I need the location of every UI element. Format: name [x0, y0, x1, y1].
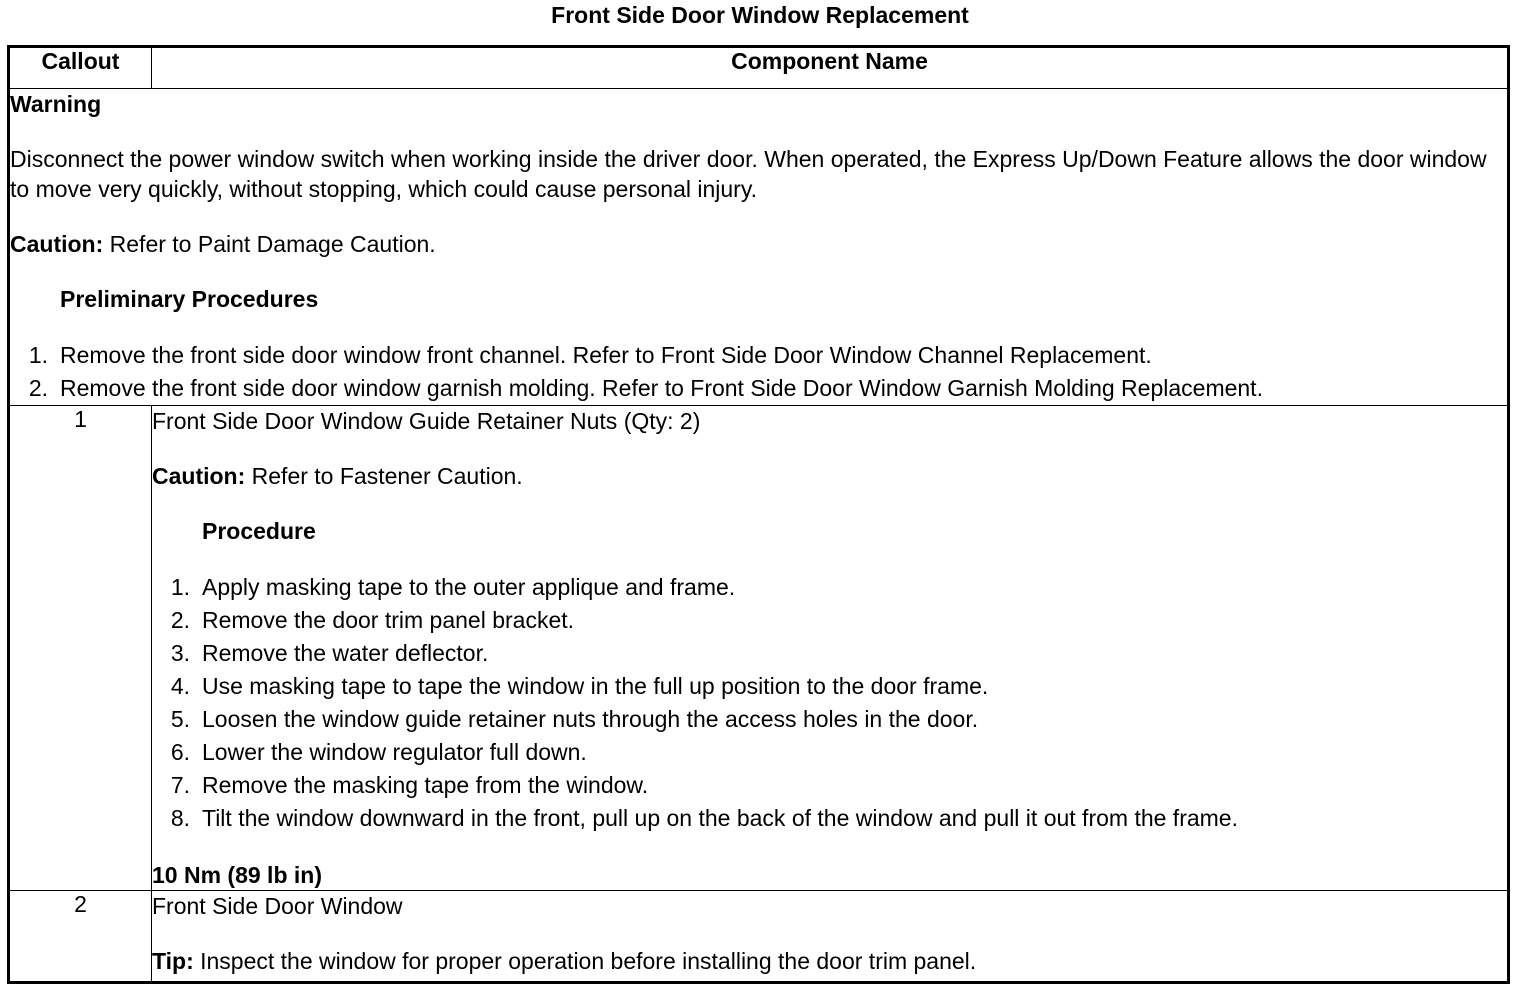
step-text: Apply masking tape to the outer applique and frame. [202, 574, 736, 600]
list-item [152, 703, 1507, 736]
tip-text: Inspect the window for proper operation before installing the door trim panel. [193, 948, 977, 974]
preliminary-steps [10, 339, 1507, 405]
list-item [10, 372, 1507, 405]
list-item [152, 604, 1507, 637]
component-cell [152, 891, 1509, 983]
table-header-row [9, 47, 1509, 89]
step-text: Use masking tape to tape the window in the full up position to the door frame. [202, 673, 989, 699]
procedure-heading: Procedure [202, 518, 316, 544]
step-text: Tilt the window downward in the front, pull up on the back of the window and pull it out from the frame. [202, 805, 1238, 831]
step-text: Remove the masking tape from the window. [202, 772, 649, 798]
tip-label: Tip: [152, 948, 194, 974]
step-number: 8. [170, 805, 190, 831]
procedure-table [7, 45, 1510, 984]
step-text: Remove the door trim panel bracket. [202, 607, 575, 633]
step-number: 2. [170, 607, 190, 633]
step-number: 7. [170, 772, 190, 798]
caution-text: Refer to Paint Damage Caution. [103, 231, 436, 257]
step-number: 3. [170, 640, 190, 666]
caution-label: Caution: [152, 463, 246, 489]
step-text: Loosen the window guide retainer nuts through the access holes in the door. [202, 706, 979, 732]
warning-text: Disconnect the power window switch when working inside the driver door. When operated, the Express Up/Down Feature allows the door window to move very quickly, without stopping, which could cause personal injury. [10, 146, 1487, 202]
component-cell [152, 406, 1509, 891]
intro-row [9, 89, 1509, 406]
callout-cell: 2 [9, 891, 152, 983]
step-number: 6. [170, 739, 190, 765]
preliminary-heading: Preliminary Procedures [60, 286, 319, 312]
step-number: 1. [170, 574, 190, 600]
list-item [152, 802, 1507, 835]
list-item [152, 736, 1507, 769]
caution-label: Caution: [10, 231, 104, 257]
step-number: 2. [28, 375, 48, 401]
step-text: Remove the front side door window front channel. Refer to Front Side Door Window Channel Replacement. [60, 342, 1152, 368]
page-title: Front Side Door Window Replacement [551, 2, 969, 28]
step-text: Lower the window regulator full down. [202, 739, 587, 765]
intro-cell [9, 89, 1509, 406]
step-number: 5. [170, 706, 190, 732]
callout-header: Callout [9, 47, 152, 89]
caution-text: Refer to Fastener Caution. [245, 463, 523, 489]
step-number: 4. [170, 673, 190, 699]
list-item [152, 637, 1507, 670]
step-text: Remove the front side door window garnish molding. Refer to Front Side Door Window Garnish Molding Replacement. [60, 375, 1263, 401]
table-row [9, 406, 1509, 891]
component-caution [152, 461, 1507, 491]
intro-caution [10, 229, 1507, 259]
list-item [152, 571, 1507, 604]
component-name: Front Side Door Window [152, 893, 403, 919]
procedure-steps [152, 571, 1507, 835]
torque-spec: 10 Nm (89 lb in) [152, 862, 322, 888]
callout-cell: 1 [9, 406, 152, 891]
list-item [152, 769, 1507, 802]
list-item [152, 670, 1507, 703]
component-name-header: Component Name [152, 47, 1509, 89]
warning-label: Warning [10, 91, 102, 117]
component-tip [152, 946, 1507, 976]
step-text: Remove the water deflector. [202, 640, 489, 666]
table-row [9, 891, 1509, 983]
step-number: 1. [28, 342, 48, 368]
list-item [10, 339, 1507, 372]
component-name: Front Side Door Window Guide Retainer Nuts (Qty: 2) [152, 408, 701, 434]
